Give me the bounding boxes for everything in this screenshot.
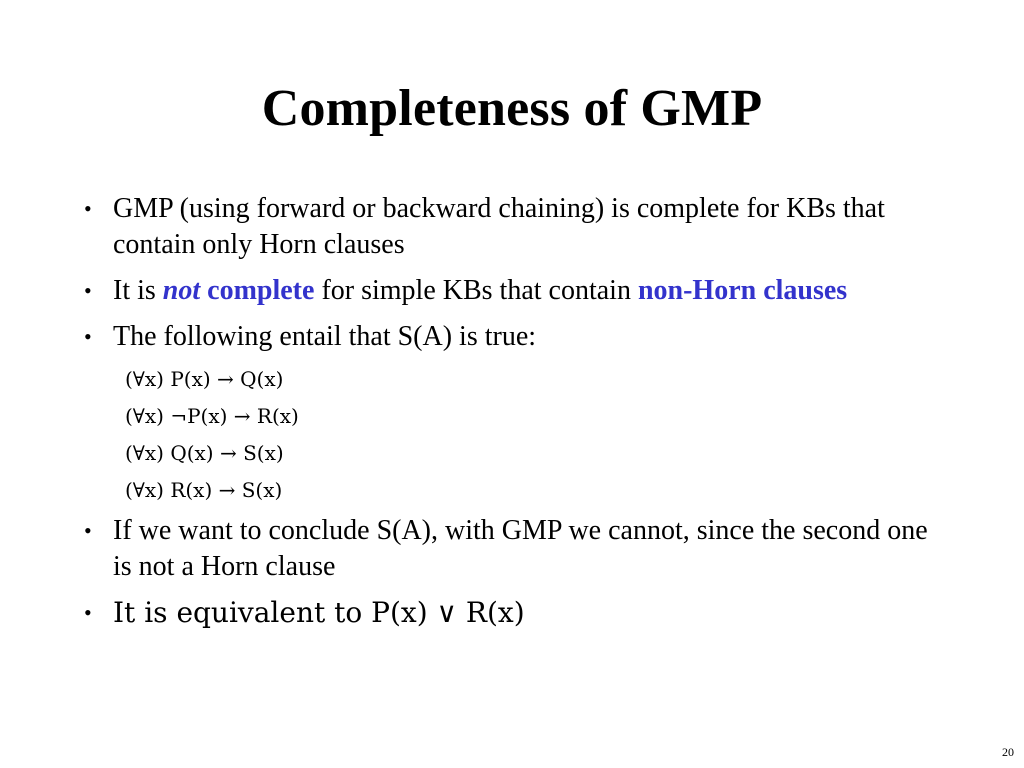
bullet-text: GMP (using forward or backward chaining) is complete for KBs that contain only Horn clauses <box>113 193 885 260</box>
bullet-text: If we want to conclude S(A), with GMP we cannot, since the second one is not a Horn clause <box>113 515 928 582</box>
formula-1: (∀x) P(x) → Q(x) <box>125 367 284 391</box>
bullet-dot: • <box>84 324 92 349</box>
slide-title: Completeness of GMP <box>261 80 763 137</box>
emphasis-non-horn: non-Horn clauses <box>637 275 848 306</box>
bullet-item <box>84 273 944 309</box>
bullet-item <box>84 595 944 632</box>
bullet-dot: • <box>84 600 92 625</box>
page-number: 20 <box>1002 745 1014 759</box>
bullet-item <box>84 513 944 585</box>
bullet-dot: • <box>84 278 92 303</box>
bullet-item <box>84 319 944 355</box>
bullet-dot: • <box>84 518 92 543</box>
formula-3: (∀x) Q(x) → S(x) <box>125 441 284 465</box>
bullet-text: The following entail that S(A) is true: <box>113 321 537 352</box>
bullet-text-pre: It is <box>113 275 163 306</box>
bullet-dot: • <box>84 196 92 221</box>
emphasis-not: not <box>162 275 201 306</box>
bullet-text: It is equivalent to P(x) ∨ R(x) <box>113 596 525 629</box>
bullet-item <box>84 191 944 263</box>
emphasis-complete: complete <box>207 275 315 306</box>
slide-body <box>84 191 944 642</box>
formula-2: (∀x) ¬P(x) → R(x) <box>125 404 299 428</box>
formula-4: (∀x) R(x) → S(x) <box>125 478 283 502</box>
bullet-text-mid: for simple KBs that contain <box>314 275 638 306</box>
